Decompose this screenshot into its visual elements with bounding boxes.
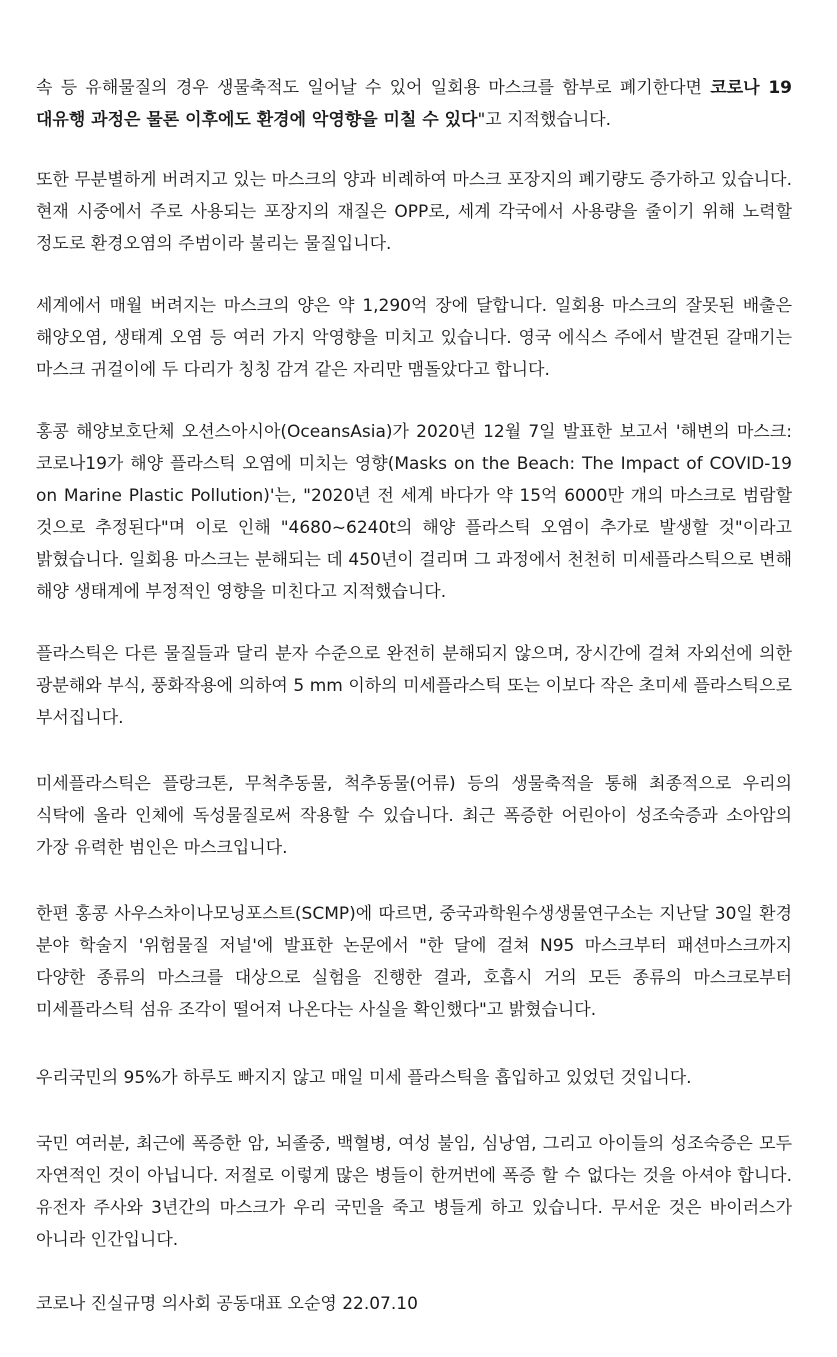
- paragraph-closing-appeal: 국민 여러분, 최근에 폭증한 암, 뇌졸중, 백혈병, 여성 불임, 심낭염, 그리고 아이들의 성조숙증은 모두 자연적인 것이 아닙니다. 저절로 이렇게 많은 병들이 한꺼번에 폭증 할 수 없다는 것을 아셔야 합니다. 유전자 주사와 3년간의 마스크가 우리 국민을 죽고 병들게 하고 있습니다. 무서운 것은 바이러스가 아니라 인간입니다.: [36, 1134, 792, 1250]
- signature-line: 코로나 진실규명 의사회 공동대표 오순영 22.07.10: [36, 1294, 418, 1314]
- paragraph-plastic-breakdown: 플라스틱은 다른 물질들과 달리 분자 수준으로 완전히 분해되지 않으며, 장시간에 걸쳐 자외선에 의한 광분해와 부식, 풍화작용에 의하여 5 mm 이하의 미세플라스틱 또는 이보다 작은 초미세 플라스틱으로 부서집니다.: [36, 644, 792, 728]
- paragraph-text: 속 등 유해물질의 경우 생물축적도 일어날 수 있어 일회용 마스크를 함부로 폐기한다면: [36, 78, 711, 98]
- paragraph-mask-disposal-quote: [36, 72, 792, 136]
- paragraph-mask-packaging: 또한 무분별하게 버려지고 있는 마스크의 양과 비례하여 마스크 포장지의 폐기량도 증가하고 있습니다. 현재 시중에서 주로 사용되는 포장지의 재질은 OPP로, 세계 각국에서 사용량을 줄이기 위해 노력할 정도로 환경오염의 주범이라 불리는 물질입니다.: [36, 170, 792, 254]
- paragraph-text: "고 지적했습니다.: [477, 110, 612, 130]
- paragraph-inhalation: 우리국민의 95%가 하루도 빠지지 않고 매일 미세 플라스틱을 흡입하고 있었던 것입니다.: [36, 1068, 692, 1088]
- paragraph-scmp-study: 한편 홍콩 사우스차이나모닝포스트(SCMP)에 따르면, 중국과학원수생생물연구소는 지난달 30일 환경 분야 학술지 '위험물질 저널'에 발표한 논문에서 "한 달에 걸쳐 N95 마스크부터 패션마스크까지 다양한 종류의 마스크를 대상으로 실험을 진행한 결과, 호흡시 거의 모든 종류의 마스크로부터 미세플라스틱 섬유 조각이 떨어져 나온다는 사실을 확인했다"고 밝혔습니다.: [36, 904, 792, 1020]
- paragraph-microplastic-food-chain: 미세플라스틱은 플랑크톤, 무척추동물, 척추동물(어류) 등의 생물축적을 통해 최종적으로 우리의 식탁에 올라 인체에 독성물질로써 작용할 수 있습니다. 최근 폭증한 어린아이 성조숙증과 소아암의 가장 유력한 범인은 마스크입니다.: [36, 774, 792, 858]
- bold-quote: 코로나 19 대유행 과정은 물론 이후에도 환경에 악영향을 미칠 수 있다: [36, 78, 792, 130]
- paragraph-monthly-mask-waste: 세계에서 매월 버려지는 마스크의 양은 약 1,290억 장에 달합니다. 일회용 마스크의 잘못된 배출은 해양오염, 생태계 오염 등 여러 가지 악영향을 미치고 있습니다. 영국 에식스 주에서 발견된 갈매기는 마스크 귀걸이에 두 다리가 칭칭 감겨 같은 자리만 맴돌았다고 합니다.: [36, 296, 792, 380]
- document-page: [36, 72, 792, 1357]
- paragraph-oceansasia-report: 홍콩 해양보호단체 오션스아시아(OceansAsia)가 2020년 12월 7일 발표한 보고서 '해변의 마스크: 코로나19가 해양 플라스틱 오염에 미치는 영향(Masks on the Beach: The Impact of COVID-19 on Marine Plastic Pollution)'는, "2020년 전 세계 바다가 약 15억 6000만 개의 마스크로 범람할 것으로 추정된다"며 이로 인해 "4680~6240t의 해양 플라스틱 오염이 추가로 발생할 것"이라고 밝혔습니다. 일회용 마스크는 분해되는 데 450년이 걸리며 그 과정에서 천천히 미세플라스틱으로 변해 해양 생태계에 부정적인 영향을 미친다고 지적했습니다.: [36, 422, 792, 602]
